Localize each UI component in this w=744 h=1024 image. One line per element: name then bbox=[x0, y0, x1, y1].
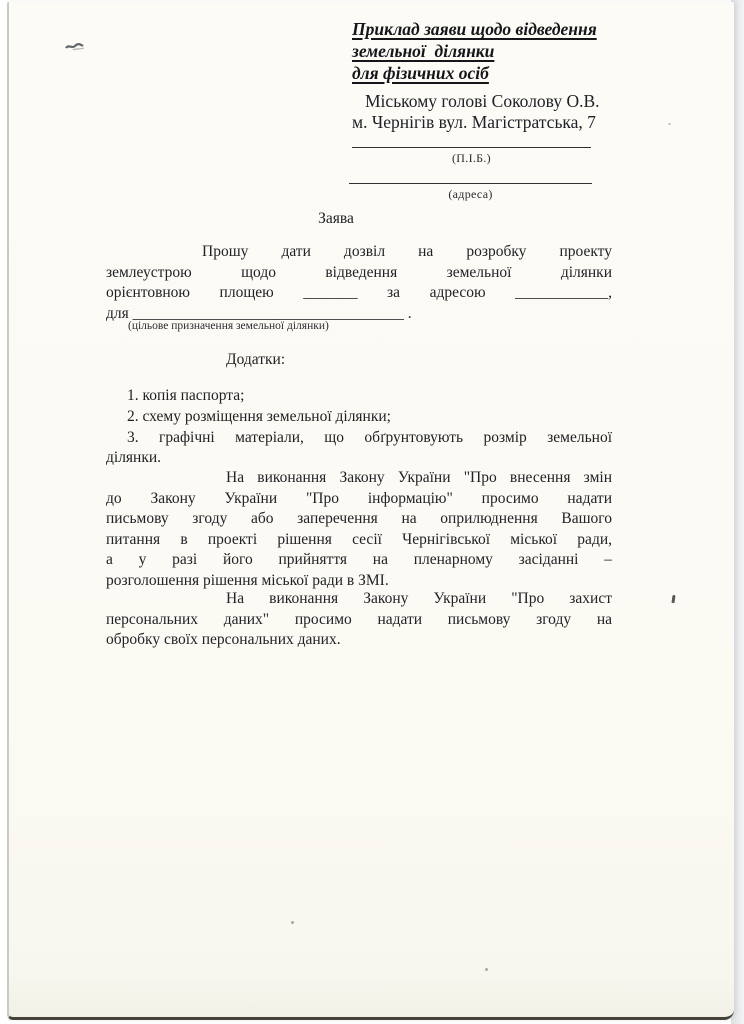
ink-smudge-mark bbox=[64, 40, 88, 54]
application-title: Заява bbox=[318, 210, 354, 227]
heading-line-1: Приклад заяви щодо відведення bbox=[352, 19, 597, 39]
addressee-block bbox=[352, 91, 652, 132]
document-heading bbox=[352, 18, 622, 84]
request-line-4: для ___________________________________ . bbox=[106, 304, 412, 322]
request-line-2: землеустрою щодо відведення земельної ділянки bbox=[106, 263, 612, 281]
attachment-item-3-continuation: ділянки. bbox=[106, 449, 162, 467]
request-line-3: орієнтовною площею _______ за адресою ____________, bbox=[106, 284, 612, 302]
dust-speck bbox=[668, 123, 671, 125]
personal-line-2: персональних даних" просимо надати письмову згоду на bbox=[106, 610, 612, 628]
fill-line-name bbox=[352, 147, 591, 148]
dust-speck bbox=[291, 921, 294, 924]
info-line-4: питання в проекті рішення сесії Чернігівської міської ради, bbox=[106, 530, 612, 548]
fill-line-address bbox=[349, 183, 592, 184]
address-caption: (адреса) bbox=[448, 187, 493, 201]
addressee-address: м. Чернігів вул. Магістратська, 7 bbox=[352, 111, 596, 132]
addressee-name: Міському голові Соколову О.В. bbox=[365, 91, 600, 111]
info-line-6: розголошення рішення міської ради в ЗМІ. bbox=[106, 571, 389, 589]
heading-line-3: для фізичних осіб bbox=[352, 63, 489, 83]
stray-ink-mark bbox=[671, 595, 675, 603]
personal-line-3: обробку своїх персональних даних. bbox=[106, 631, 341, 649]
scanned-page bbox=[7, 2, 734, 1020]
heading-line-2: земельної ділянки bbox=[352, 41, 495, 61]
attachment-item-2: 2. схему розміщення земельної ділянки; bbox=[127, 407, 391, 425]
attachment-item-1: 1. копія паспорта; bbox=[127, 387, 245, 404]
pib-caption: (П.І.Б.) bbox=[452, 151, 491, 165]
info-line-2: до Закону України "Про інформацію" просимо надати bbox=[106, 489, 612, 507]
purpose-caption: (цільове призначення земельної ділянки) bbox=[128, 320, 329, 332]
info-consent-paragraph bbox=[106, 468, 612, 592]
personal-line-1: На виконання Закону України "Про захист bbox=[226, 590, 612, 607]
dust-speck bbox=[485, 968, 488, 971]
request-line-1: Прошу дати дозвіл на розробку проекту bbox=[202, 243, 612, 260]
request-paragraph bbox=[106, 242, 612, 324]
personal-data-paragraph bbox=[106, 589, 612, 651]
info-line-5: а у разі його прийняття на пленарному засіданні – bbox=[106, 551, 612, 569]
info-line-1: На виконання Закону України "Про внесення змін bbox=[226, 469, 612, 486]
attachments-list bbox=[106, 386, 612, 469]
attachment-item-3: 3. графічні матеріали, що обґрунтовують розмір земельної bbox=[127, 428, 612, 446]
ink-smudge-icon bbox=[64, 40, 88, 54]
attachments-label: Додатки: bbox=[226, 351, 286, 368]
info-line-3: письмову згоду або заперечення на оприлюднення Вашого bbox=[106, 510, 612, 528]
